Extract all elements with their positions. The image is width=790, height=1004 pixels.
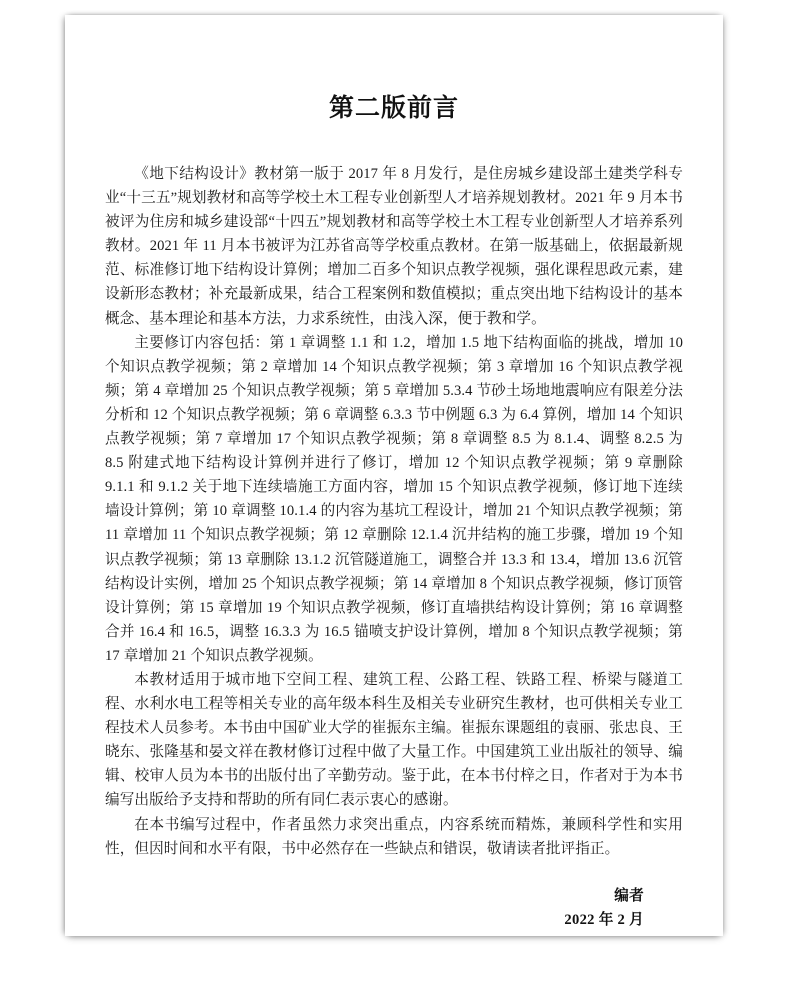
paragraph-closing-remarks: 在本书编写过程中，作者虽然力求突出重点，内容系统而精炼，兼顾科学性和实用性，但因时间和水平有限，书中必然存在一些缺点和错误，敬请读者批评指正。 [105, 816, 683, 857]
signature-block [105, 884, 683, 932]
page-title: 第二版前言 [328, 93, 459, 122]
page-content-column [105, 15, 683, 936]
paragraph-audience-and-acknowledgements: 本教材适用于城市地下空间工程、建筑工程、公路工程、铁路工程、桥梁与隧道工程、水利水电工程等相关专业的高年级本科生及相关专业研究生教材，也可供相关专业工程技术人员参考。本书由中国矿业大学的崔振东主编。崔振东课题组的袁丽、张忠良、王晓东、张隆基和晏文祥在教材修订过程中做了大量工作。中国建筑工业出版社的领导、编辑、校审人员为本书的出版付出了辛勤劳动。鉴于此，在本书付梓之日，作者对于为本书编写出版给予支持和帮助的所有同仁表示衷心的感谢。 [105, 671, 683, 809]
document-page [65, 15, 723, 936]
signature-author: 编者 [614, 887, 644, 904]
paragraph-introduction: 《地下结构设计》教材第一版于 2017 年 8 月发行，是住房城乡建设部土建类学科专业“十三五”规划教材和高等学校土木工程专业创新型人才培养规划教材。2021 年 9 月本书被评为住房和城乡建设部“十四五”规划教材和高等学校土木工程专业创新型人才培养系列教材。2021 年 11 月本书被评为江苏省高等学校重点教材。在第一版基础上，依据最新规范、标准修订地下结构设计算例；增加二百多个知识点教学视频，强化课程思政元素，建设新形态教材；补充最新成果，结合工程案例和数值模拟；重点突出地下结构设计的基本概念、基本理论和基本方法，力求系统性，由浅入深，便于教和学。 [105, 166, 683, 327]
signature-date: 2022 年 2 月 [564, 911, 644, 928]
paragraph-revision-summary: 主要修订内容包括：第 1 章调整 1.1 和 1.2，增加 1.5 地下结构面临的挑战，增加 10 个知识点教学视频；第 2 章增加 14 个知识点教学视频；第 3 章增加 16 个知识点教学视频；第 4 章增加 25 个知识点教学视频；第 5 章增加 5.3.4 节砂土场地地震响应有限差分法分析和 12 个知识点教学视频；第 6 章调整 6.3.3 节中例题 6.3 为 6.4 算例，增加 14 个知识点教学视频；第 7 章增加 17 个知识点教学视频；第 8 章调整 8.5 为 8.1.4、调整 8.2.5 为 8.5 附建式地下结构设计算例并进行了修订，增加 12 个知识点教学视频；第 9 章删除 9.1.1 和 9.1.2 关于地下连续墙施工方面内容，增加 15 个知识点教学视频，修订地下连续墙设计算例；第 10 章调整 10.1.4 的内容为基坑工程设计，增加 21 个知识点教学视频；第 11 章增加 11 个知识点教学视频；第 12 章删除 12.1.4 沉井结构的施工步骤，增加 19 个知识点教学视频；第 13 章删除 13.1.2 沉管隧道施工，调整合并 13.3 和 13.4，增加 13.6 沉管结构设计实例，增加 25 个知识点教学视频；第 14 章增加 8 个知识点教学视频，修订顶管设计算例；第 15 章增加 19 个知识点教学视频，修订直墙拱结构设计算例；第 16 章调整合并 16.4 和 16.5，调整 16.3.3 为 16.5 锚喷支护设计算例，增加 8 个知识点教学视频；第 17 章增加 21 个知识点教学视频。 [105, 334, 683, 664]
